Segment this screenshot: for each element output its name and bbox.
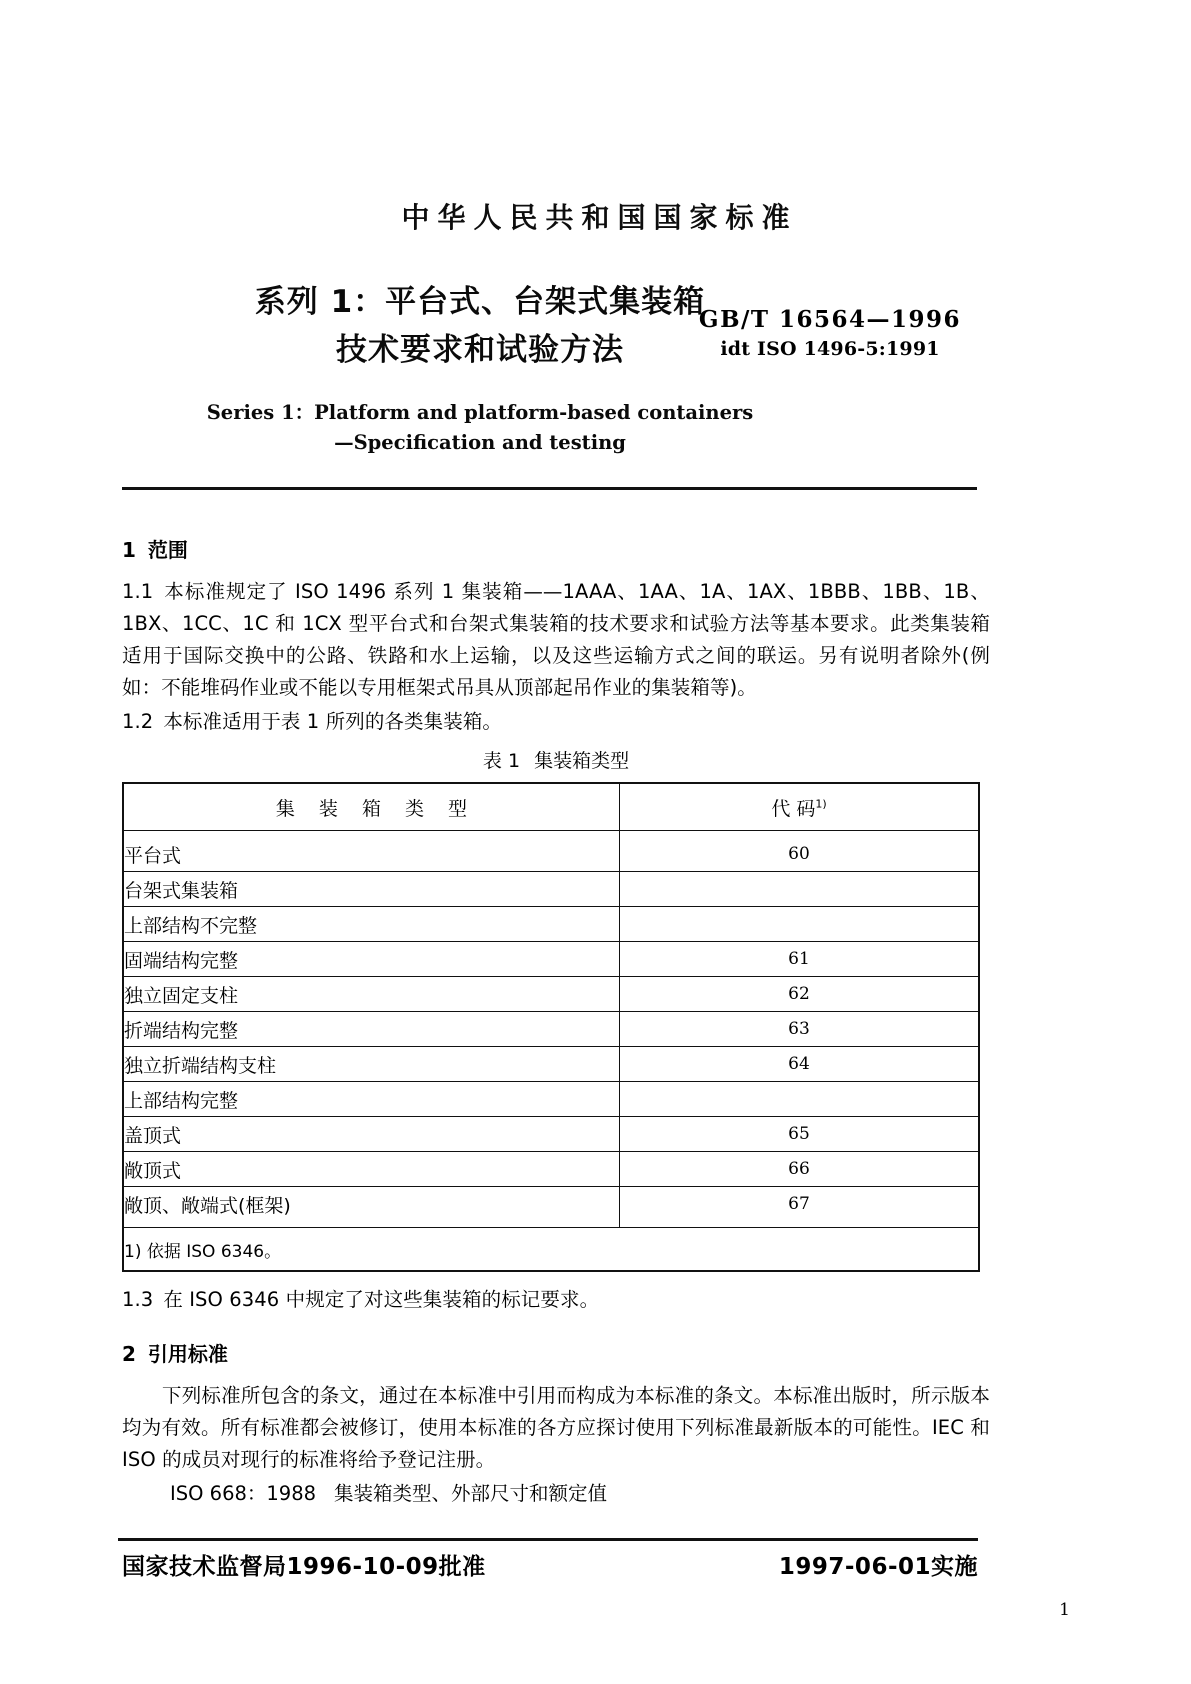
section-title-1: 范围 bbox=[147, 538, 188, 562]
table-1-caption bbox=[122, 746, 990, 773]
clause-1-3-label: 1.3 bbox=[122, 1288, 154, 1311]
english-title-line-2: —Specification and testing bbox=[334, 431, 626, 454]
section-title-2: 引用标准 bbox=[147, 1342, 228, 1366]
page-number: 1 bbox=[1059, 1600, 1070, 1620]
clause-1-3-text: 在 ISO 6346 中规定了对这些集装箱的标记要求。 bbox=[163, 1288, 600, 1311]
cell-container-type: 上部结构不完整 bbox=[123, 907, 619, 942]
approval-statement: 国家技术监督局1996-10-09批准 bbox=[122, 1554, 486, 1580]
cell-code: 66 bbox=[619, 1152, 979, 1187]
section-number-1: 1 bbox=[122, 538, 136, 562]
section-heading-normative-references bbox=[122, 1338, 990, 1367]
english-title-line-1: Series 1：Platform and platform-based containers bbox=[206, 401, 754, 424]
cell-code: 65 bbox=[619, 1117, 979, 1152]
table-container-types bbox=[122, 782, 980, 1272]
document-body bbox=[122, 520, 990, 1510]
table-row bbox=[123, 1187, 979, 1228]
masthead bbox=[0, 196, 1191, 236]
clause-1-3 bbox=[122, 1284, 990, 1316]
cell-container-type: 独立折端结构支柱 bbox=[123, 1047, 619, 1082]
identical-iso-reference: idt ISO 1496-5:1991 bbox=[720, 338, 940, 360]
table-1-caption-title: 集装箱类型 bbox=[534, 750, 630, 772]
cell-code bbox=[619, 872, 979, 907]
column-header-code-label: 代 码 bbox=[771, 797, 816, 820]
table-row bbox=[123, 942, 979, 977]
cell-container-type: 上部结构完整 bbox=[123, 1082, 619, 1117]
table-1-footnote: 1) 依据 ISO 6346。 bbox=[123, 1228, 979, 1272]
footer-divider-rule bbox=[118, 1538, 978, 1541]
national-standard-masthead-title: 中华人民共和国国家标准 bbox=[401, 201, 798, 234]
standard-number-block bbox=[660, 306, 1000, 360]
normative-references-paragraph: 下列标准所包含的条文，通过在本标准中引用而构成为本标准的条文。本标准出版时，所示版本均为有效。所有标准都会被修订，使用本标准的各方应探讨使用下列标准最新版本的可能性。IEC 和 ISO 的成员对现行的标准将给予登记注册。 bbox=[122, 1384, 990, 1471]
cell-container-type: 敞顶、敞端式(框架) bbox=[123, 1187, 619, 1228]
section-number-2: 2 bbox=[122, 1342, 136, 1366]
table-row bbox=[123, 831, 979, 872]
clause-1-2 bbox=[122, 706, 990, 738]
clause-1-1-label: 1.1 bbox=[122, 580, 154, 603]
table-footnote-row bbox=[123, 1228, 979, 1272]
table-row bbox=[123, 872, 979, 907]
normative-reference-title: 集装箱类型、外部尺寸和额定值 bbox=[334, 1482, 608, 1505]
header-divider-rule bbox=[122, 487, 977, 490]
page-footer bbox=[122, 1548, 978, 1581]
section-heading-scope bbox=[122, 534, 990, 563]
cell-code: 67 bbox=[619, 1187, 979, 1228]
cell-code: 60 bbox=[619, 831, 979, 872]
implementation-date: 1997-06-01实施 bbox=[778, 1554, 978, 1580]
table-header-row bbox=[123, 783, 979, 831]
cell-code bbox=[619, 907, 979, 942]
column-header-code-footnote-marker: 1) bbox=[815, 797, 827, 811]
table-row bbox=[123, 977, 979, 1012]
table-row bbox=[123, 1012, 979, 1047]
table-body bbox=[123, 831, 979, 1228]
cell-code bbox=[619, 1082, 979, 1117]
cell-code: 64 bbox=[619, 1047, 979, 1082]
clause-1-2-text: 本标准适用于表 1 所列的各类集装箱。 bbox=[163, 710, 503, 733]
cell-code: 63 bbox=[619, 1012, 979, 1047]
clause-1-1-text: 本标准规定了 ISO 1496 系列 1 集装箱——1AAA、1AA、1A、1AX、1BBB、1BB、1B、1BX、1CC、1C 和 1CX 型平台式和台架式集装箱的技术要求和试验方法等基本要求。此类集装箱适用于国际交换中的公路、铁路和水上运输，以及这些运输方式之间的联运。另有说明者除外(例如：不能堆码作业或不能以专用框架式吊具从顶部起吊作业的集装箱等)。 bbox=[122, 580, 990, 699]
normative-reference-item bbox=[170, 1478, 990, 1510]
cell-container-type: 平台式 bbox=[123, 831, 619, 872]
cell-container-type: 台架式集装箱 bbox=[123, 872, 619, 907]
clause-1-1 bbox=[122, 576, 990, 704]
cell-code: 62 bbox=[619, 977, 979, 1012]
document-title-block bbox=[150, 278, 810, 458]
cell-container-type: 盖顶式 bbox=[123, 1117, 619, 1152]
clause-1-2-label: 1.2 bbox=[122, 710, 154, 733]
standard-number: GB/T 16564—1996 bbox=[698, 306, 962, 333]
table-row bbox=[123, 1082, 979, 1117]
cell-container-type: 独立固定支柱 bbox=[123, 977, 619, 1012]
table-row bbox=[123, 1152, 979, 1187]
table-row bbox=[123, 1117, 979, 1152]
table-row bbox=[123, 1047, 979, 1082]
cell-container-type: 固端结构完整 bbox=[123, 942, 619, 977]
table-row bbox=[123, 907, 979, 942]
table-1-caption-number: 表 1 bbox=[482, 750, 521, 772]
cell-code: 61 bbox=[619, 942, 979, 977]
column-header-container-type: 集 装 箱 类 型 bbox=[123, 783, 619, 831]
cell-container-type: 折端结构完整 bbox=[123, 1012, 619, 1047]
chinese-title-line-2: 技术要求和试验方法 bbox=[336, 332, 624, 368]
cell-container-type: 敞顶式 bbox=[123, 1152, 619, 1187]
column-header-code bbox=[619, 783, 979, 831]
normative-reference-code: ISO 668：1988 bbox=[170, 1482, 317, 1505]
chinese-title-line-1: 系列 1：平台式、台架式集装箱 bbox=[254, 284, 706, 320]
